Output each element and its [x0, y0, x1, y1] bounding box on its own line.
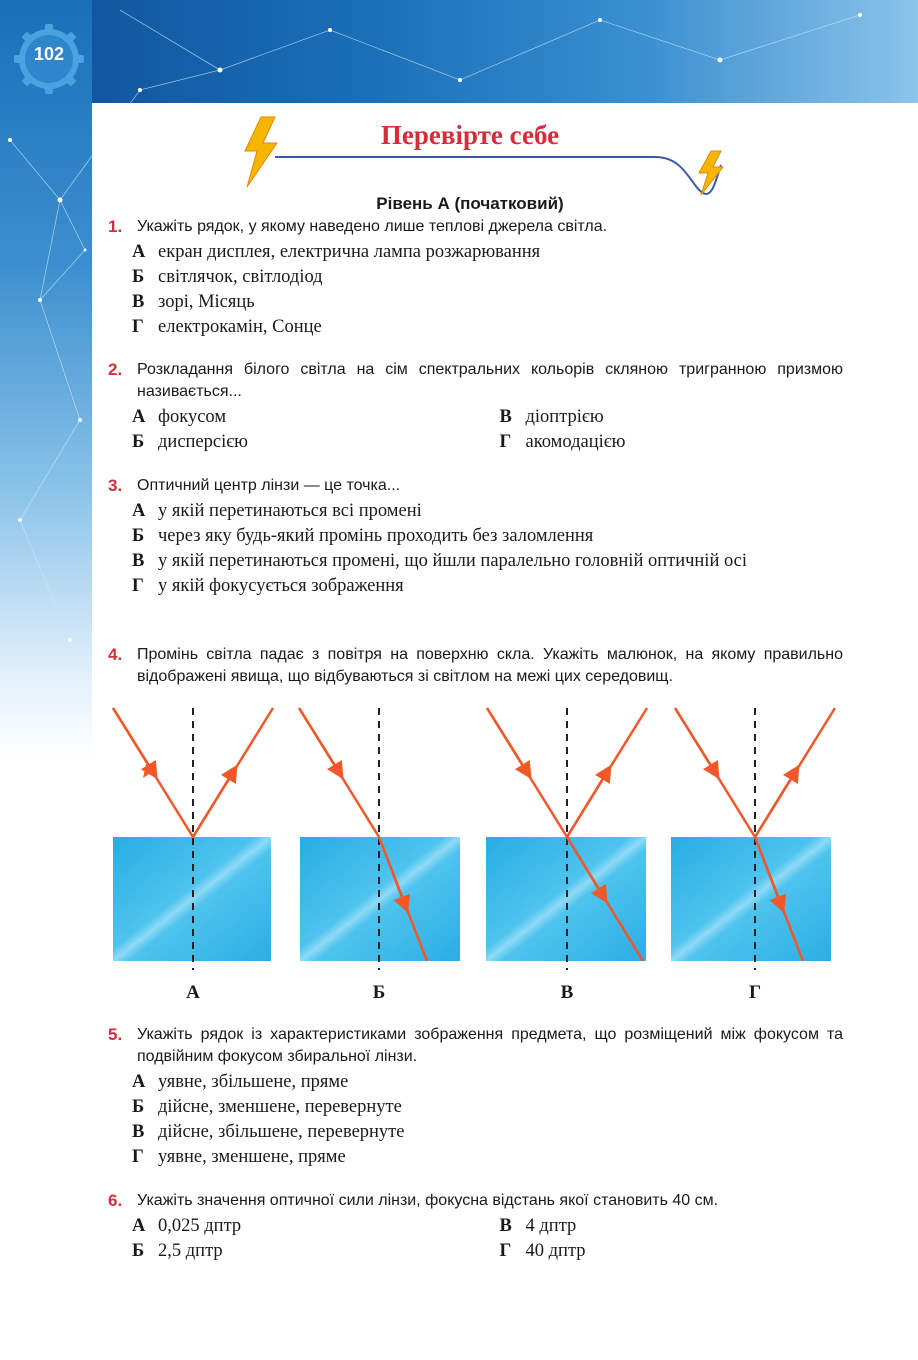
question-6 — [108, 1190, 843, 1264]
question-1 — [108, 216, 843, 340]
question-number: 5. — [108, 1025, 123, 1044]
diagram-a — [113, 708, 273, 970]
page-title: Перевірте себе — [380, 120, 560, 150]
figure-label-a: А — [186, 982, 200, 1003]
answer-option: В у якій перетинаються промені, що йшли паралельно головній оптичній осі — [132, 551, 748, 571]
question-text: Укажіть рядок, у якому наведено лише теплові джерела світла. — [137, 218, 608, 235]
question-number: 1. — [108, 217, 123, 236]
answer-option: А уявне, збільшене, пряме — [132, 1072, 349, 1092]
answer-option: В діоптрією — [499, 407, 604, 427]
question-number: 3. — [108, 476, 123, 495]
answer-option: Б світлячок, світлодіод — [132, 267, 323, 287]
answer-option: А екран дисплея, електрична лампа розжарювання — [132, 242, 541, 262]
answer-option: Б дисперсією — [132, 432, 248, 452]
answer-option: В дійсне, збільшене, перевернуте — [132, 1122, 405, 1142]
figure-label-c: В — [560, 982, 574, 1003]
level-heading: Рівень А (початковий) — [376, 194, 564, 213]
answer-option: А фокусом — [132, 407, 227, 427]
answer-option: Б 2,5 дптр — [132, 1241, 223, 1261]
question-2 — [108, 359, 843, 455]
question-5 — [108, 1024, 843, 1170]
question-text: Укажіть значення оптичної сили лінзи, фокусна відстань якої становить 40 см. — [137, 1192, 719, 1209]
lightning-icon — [699, 151, 723, 195]
answer-option: А 0,025 дптр — [132, 1216, 242, 1236]
question-number: 6. — [108, 1191, 123, 1210]
answer-option: Б дійсне, зменшене, перевернуте — [132, 1097, 402, 1117]
question-text: Промінь світла падає з повітря на поверхню скла. Укажіть малюнок, на якому правильно відображені явища, що відбуваються зі світлом на межі цих середовищ. — [137, 646, 843, 685]
glass-block — [671, 837, 831, 961]
page-number: 102 — [33, 44, 65, 64]
refraction-figure — [100, 700, 840, 970]
answer-option: Б через яку будь-який промінь проходить без заломлення — [132, 526, 594, 546]
lightning-icon — [245, 117, 277, 187]
diagram-b — [299, 708, 460, 970]
question-number: 4. — [108, 645, 123, 664]
question-3 — [108, 475, 843, 599]
answer-option: В 4 дптр — [499, 1216, 577, 1236]
answer-option: Г електрокамін, Сонце — [132, 317, 322, 337]
answer-option: В зорі, Місяць — [132, 292, 255, 312]
question-text: Розкладання білого світла на сім спектральних кольорів скляною тригранною призмою називається... — [137, 361, 843, 400]
diagram-d — [671, 708, 835, 970]
answer-option: Г 40 дптр — [499, 1241, 586, 1261]
answer-option: Г уявне, зменшене, пряме — [132, 1147, 346, 1167]
figure-label-d: Г — [748, 982, 762, 1003]
question-text: Укажіть рядок із характеристиками зображення предмета, що розміщений між фокусом та подвійним фокусом збиральної лінзи. — [137, 1026, 843, 1065]
answer-option: Г акомодацією — [499, 432, 626, 452]
question-number: 2. — [108, 360, 123, 379]
figure-label-b: Б — [372, 982, 386, 1003]
diagram-c — [486, 708, 647, 970]
question-text: Оптичний центр лінзи — це точка... — [137, 477, 401, 494]
answer-option: А у якій перетинаються всі промені — [132, 501, 422, 521]
question-4 — [108, 644, 843, 688]
answer-option: Г у якій фокусується зображення — [132, 576, 404, 596]
